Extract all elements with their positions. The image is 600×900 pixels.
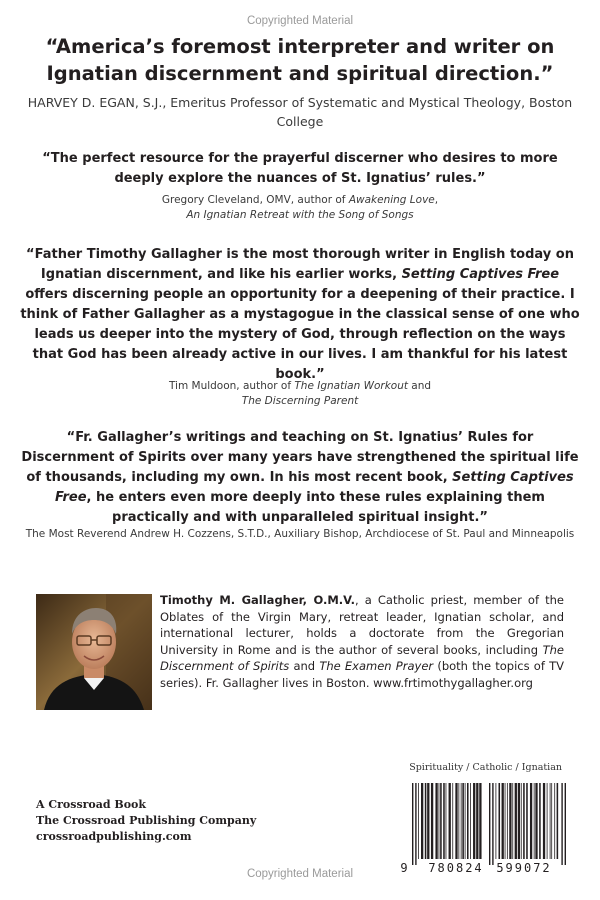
barcode-bar: [496, 783, 497, 859]
publisher-website: crossroadpublishing.com: [36, 830, 192, 843]
barcode-bar: [435, 783, 437, 859]
endorsement-attribution-3: [20, 379, 580, 409]
watermark-top: Copyrighted Material: [246, 15, 354, 27]
barcode-bar: [515, 783, 517, 859]
bisac-categories: Spirituality / Catholic / Ignatian: [409, 762, 562, 773]
barcode-bar: [530, 783, 532, 859]
endorsement-quote-1: “America’s foremost interpreter and writer on Ignatian discernment and spiritual direction.”: [45, 35, 555, 85]
barcode-bar: [418, 783, 419, 859]
author-bio: [160, 592, 564, 692]
barcode-bar: [465, 783, 466, 859]
barcode-bar: [479, 783, 481, 859]
endorsement-attribution-1: HARVEY D. EGAN, S.J., Emeritus Professor of Systematic and Mystical Theology, Boston College: [27, 95, 573, 129]
barcode-bars: [412, 783, 566, 865]
barcode-bar: [502, 783, 504, 859]
quote-text: “Father Timothy Gallagher is the most thorough writer in English today on Ignatian discernment, and like his earlier works,: [26, 247, 574, 282]
book-title: An Ignatian Retreat with the Song of Songs: [186, 209, 414, 221]
barcode-digits-right: 599072: [496, 861, 552, 875]
author-photo: [36, 594, 152, 710]
barcode-bar: [547, 783, 548, 859]
barcode-bar: [425, 783, 427, 859]
barcode-bar: [462, 783, 464, 859]
endorsement-quote-3: [20, 245, 580, 385]
barcode-bar: [518, 783, 520, 859]
attribution-text: Tim Muldoon, author of: [168, 380, 295, 392]
attribution-text: Gregory Cleveland, OMV, author of: [161, 194, 349, 206]
barcode-bar: [421, 783, 423, 859]
barcode-bar: [539, 783, 541, 859]
publisher-name: The Crossroad Publishing Company: [36, 814, 257, 827]
bio-text: (both the topics of TV series). Fr. Gallagher lives in Boston. www.frtimothygallagher.org: [160, 659, 564, 690]
barcode-bar: [534, 783, 535, 859]
book-title: The Examen Prayer: [319, 659, 434, 674]
barcode-guard-bar: [489, 783, 490, 865]
barcode-digits-left: 780824: [428, 861, 484, 875]
barcode-bar: [543, 783, 545, 859]
quote-text: , he enters even more deeply into these rules explaining them practically and with unparalleled spiritual insight.”: [86, 490, 545, 525]
barcode-bar: [443, 783, 445, 859]
barcode-bar: [550, 783, 551, 859]
barcode-bar: [557, 783, 559, 859]
barcode-bar: [455, 783, 457, 859]
barcode-bar: [509, 783, 511, 859]
attribution-separator: and: [407, 380, 432, 392]
barcode-bar: [446, 783, 447, 859]
barcode-guard-bar: [565, 783, 566, 865]
quote-text: offers discerning people an opportunity for a deepening of their practice. I think of Father Gallagher as a mystagogue in the classical sense of one who leads us deeper into the mystery of God, through reflection on the ways that God has been already active in our lives. I am thankful for his latest book.”: [20, 287, 580, 382]
barcode-bar: [499, 783, 501, 859]
barcode-bar: [461, 783, 462, 859]
bio-text: , a Catholic priest, member of the Oblates of the Virgin Mary, retreat leader, Ignatian scholar, and international lecturer, holds a doctorate from the Gregorian University in Rome and is the author of several books, including: [160, 593, 564, 657]
bio-text: and: [289, 659, 320, 674]
endorsement-quote-2: “The perfect resource for the prayerful discerner who desires to more deeply explore the nuances of St. Ignatius’ rules.”: [42, 151, 558, 186]
endorsement-quote-4: [20, 428, 580, 528]
barcode-bar: [512, 783, 513, 859]
barcode-bar: [507, 783, 508, 859]
barcode-bar: [439, 783, 440, 859]
isbn-barcode: [396, 779, 572, 876]
book-title: Awakening Love: [348, 194, 435, 206]
barcode-bar: [473, 783, 475, 859]
endorsement-attribution-4: The Most Reverend Andrew H. Cozzens, S.T.D., Auxiliary Bishop, Archdiocese of St. Paul and Minneapolis: [25, 528, 575, 540]
barcode-guard-bar: [415, 783, 416, 865]
quote-text: “Fr. Gallagher’s writings and teaching on St. Ignatius’ Rules for Discernment of Spirits over many years have strengthened the spiritual life of thousands, including my own. In his most recent book,: [21, 430, 579, 485]
barcode-bar: [467, 783, 469, 859]
publisher-block: [36, 797, 256, 845]
book-title: Setting Captives Free: [55, 470, 574, 505]
barcode-bar: [521, 783, 522, 859]
barcode-bar: [523, 783, 525, 859]
barcode-bar: [526, 783, 528, 859]
book-title: Setting Captives Free: [401, 267, 560, 282]
book-title: The Ignatian Workout: [294, 380, 408, 392]
watermark-bottom: Copyrighted Material: [246, 868, 354, 880]
publisher-line: A Crossroad Book: [36, 798, 147, 811]
barcode-bar: [554, 783, 555, 859]
attribution-separator: ,: [434, 194, 439, 206]
barcode-bar: [476, 783, 478, 859]
barcode-guard-bar: [561, 783, 562, 865]
barcode-bar: [551, 783, 552, 859]
barcode-bar: [452, 783, 453, 859]
barcode-bar: [427, 783, 429, 859]
barcode-bar: [449, 783, 451, 859]
barcode-bar: [440, 783, 442, 859]
book-title: The Discernment of Spirits: [160, 642, 564, 674]
barcode-digit-lead: 9: [400, 861, 408, 875]
barcode-bar: [458, 783, 459, 859]
barcode-bar: [431, 783, 433, 859]
author-name: Timothy M. Gallagher, O.M.V.: [160, 593, 355, 607]
endorsement-attribution-2: [20, 193, 580, 223]
barcode-guard-bar: [412, 783, 413, 865]
book-title: The Discerning Parent: [241, 395, 359, 407]
barcode-bar: [535, 783, 537, 859]
barcode-bar: [505, 783, 506, 859]
barcode-bar: [470, 783, 471, 859]
barcode-guard-bar: [492, 783, 493, 865]
